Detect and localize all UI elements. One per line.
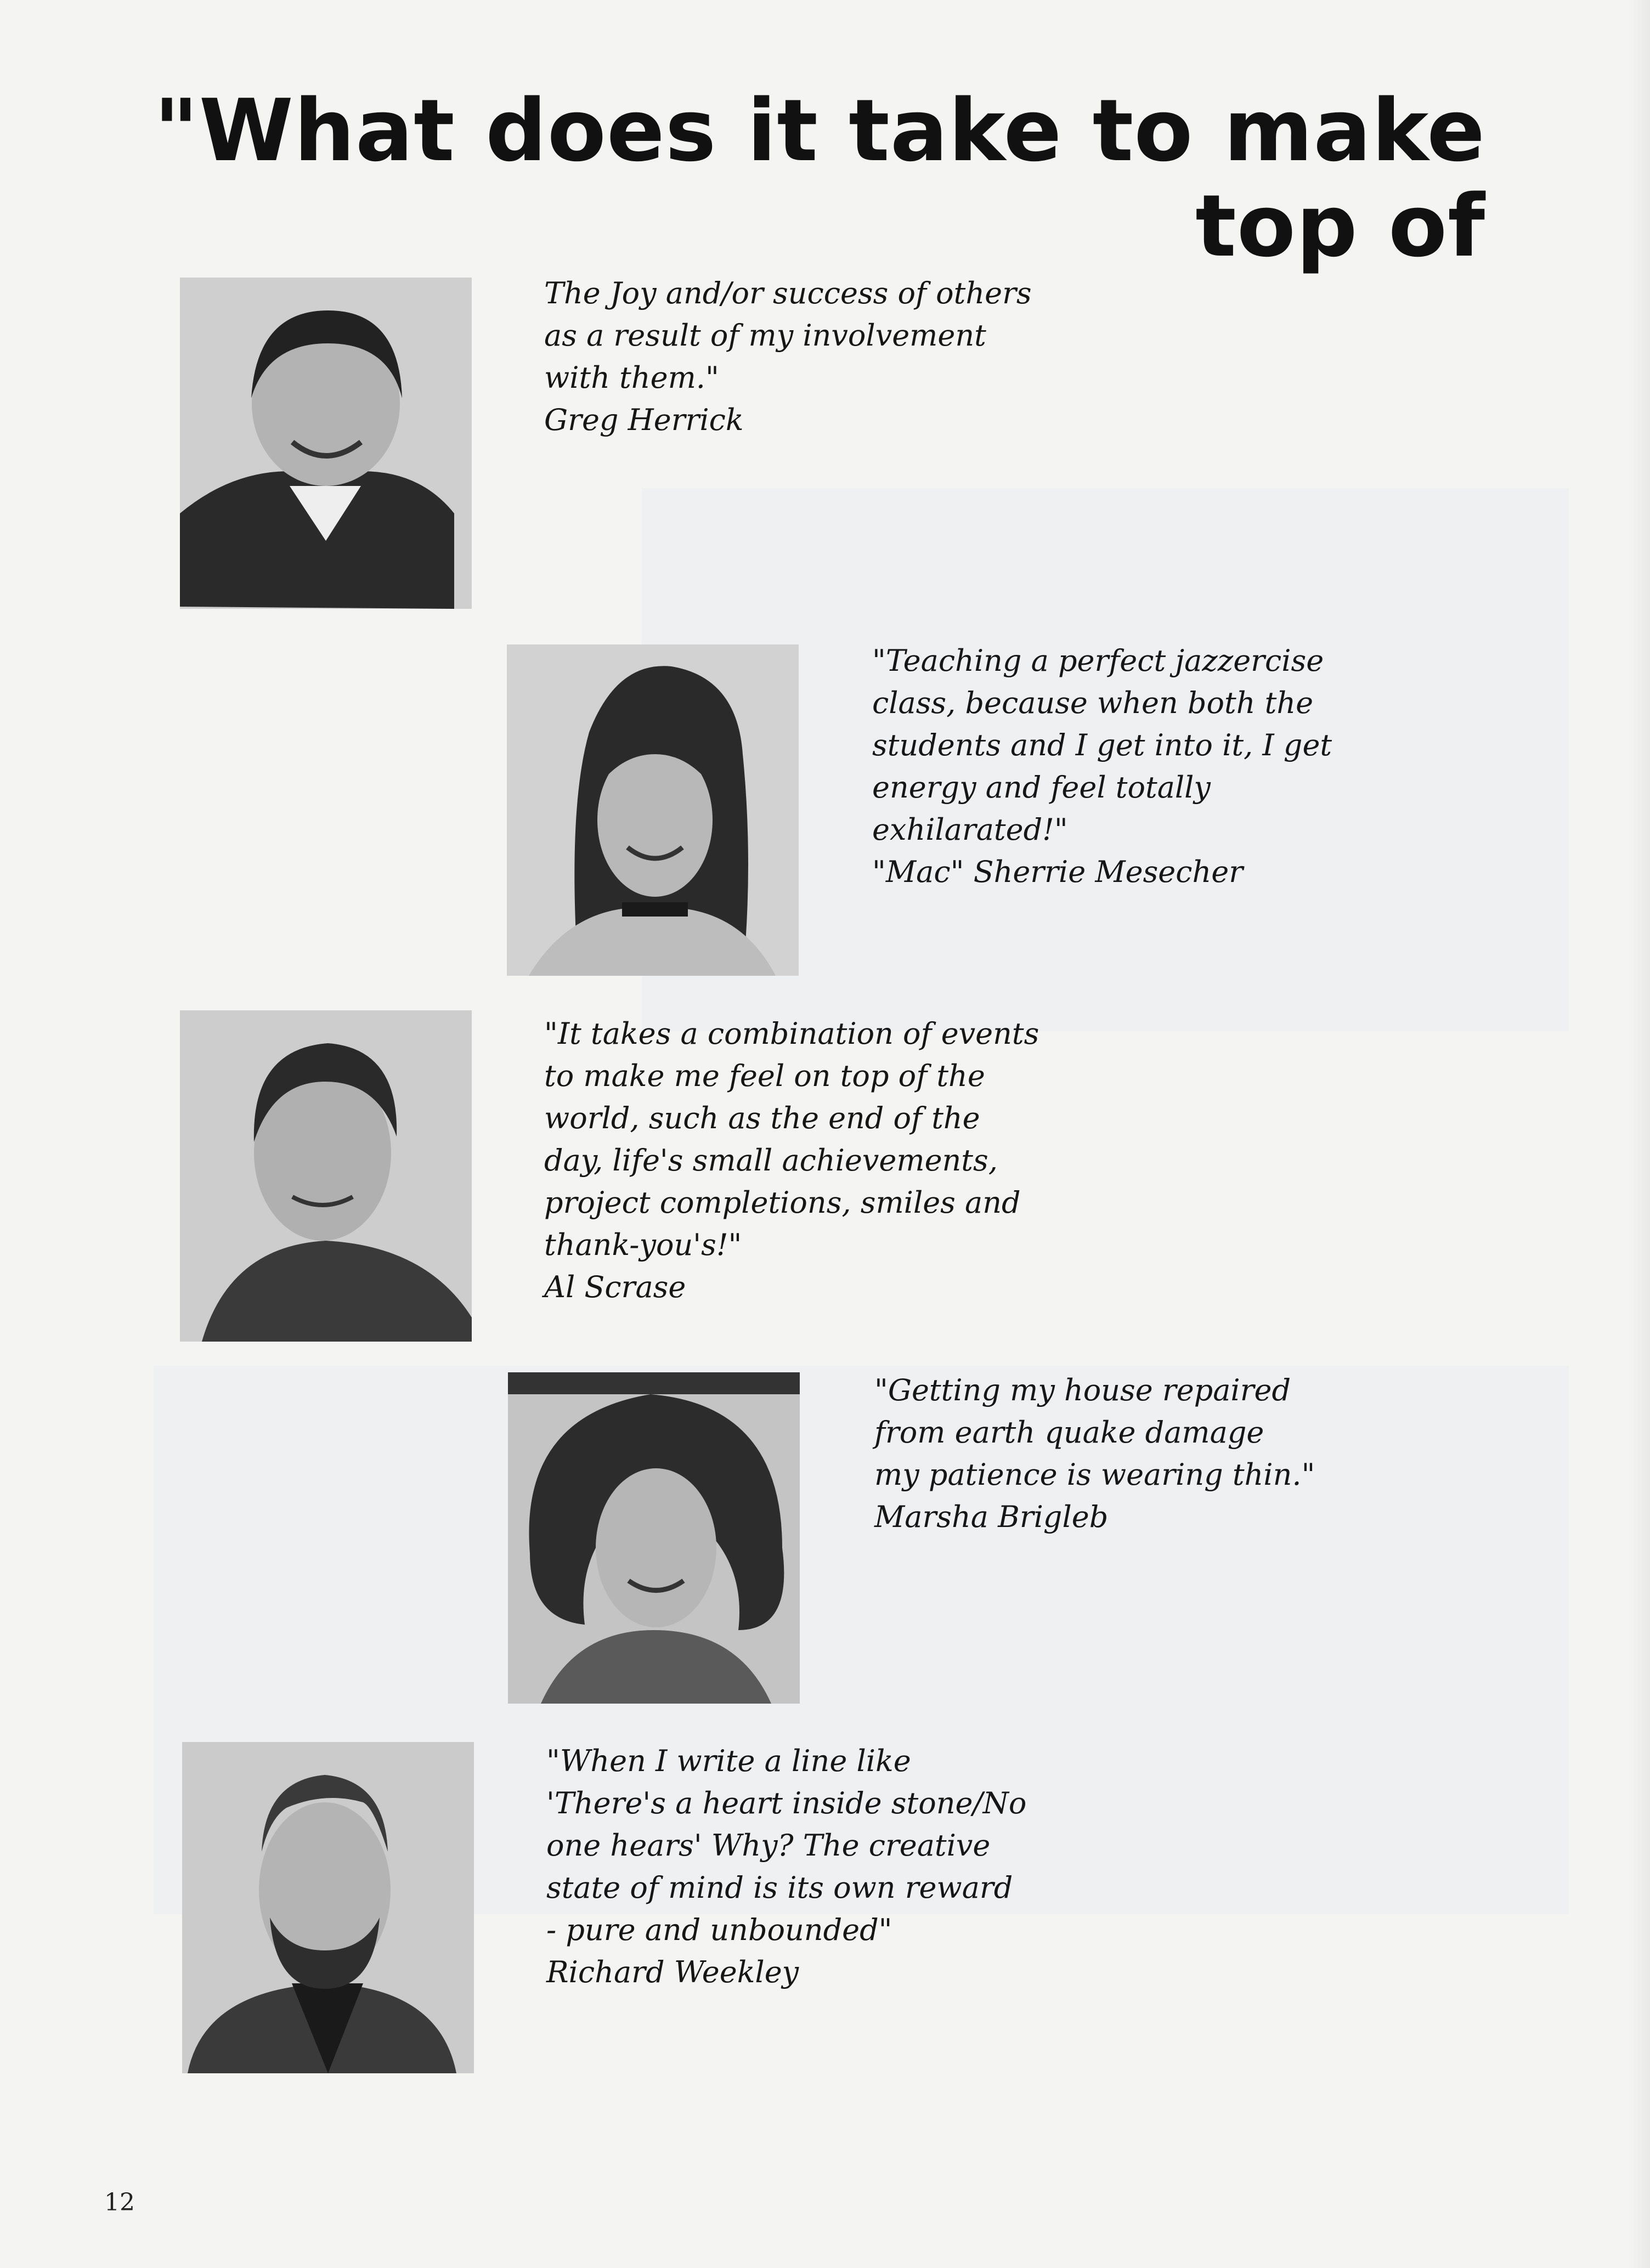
portrait-icon [507, 644, 799, 976]
portrait-photo-greg-herrick [180, 278, 472, 609]
portrait-icon [508, 1372, 800, 1704]
quote-author: Marsha Brigleb [874, 1500, 1109, 1534]
quote-block-al-scrase [544, 1013, 1148, 1308]
quote-author: Al Scrase [544, 1270, 686, 1304]
title-line-1: "What does it take to make [154, 81, 1485, 180]
quote-block-marsha-brigleb [874, 1369, 1478, 1538]
portrait-photo-marsha-brigleb [508, 1372, 800, 1704]
portrait-icon [182, 1742, 474, 2073]
quote-text: "When I write a line like 'There's a heart inside stone/No one hears' Why? The creative state of mind is its own reward - pure and unbounded" [546, 1744, 1027, 1947]
quote-author: Greg Herrick [544, 403, 744, 437]
quote-text: "Getting my house repaired from earth quake damage my patience is wearing thin." [874, 1373, 1315, 1492]
quote-text: "It takes a combination of events to make me feel on top of the world, such as the end of the day, life's small achievements, project completions, smiles and thank-you's!" [544, 1016, 1039, 1262]
page-number: 12 [104, 2188, 135, 2216]
portrait-photo-richard-weekley [182, 1742, 474, 2073]
quote-author: Richard Weekley [546, 1955, 799, 1989]
quote-text: "Teaching a perfect jazzercise class, because when both the students and I get into it, I get energy and feel totally exhilarated!" [872, 643, 1332, 847]
portrait-photo-sherrie-mesecher [507, 644, 799, 976]
quote-text: The Joy and/or success of others as a result of my involvement with them." [544, 276, 1032, 395]
portrait-icon [180, 1010, 472, 1342]
portrait-photo-al-scrase [180, 1010, 472, 1342]
page-title [114, 81, 1485, 276]
quote-block-sherrie-mesecher [872, 640, 1476, 893]
quote-author: "Mac" Sherrie Mesecher [872, 855, 1244, 889]
page-edge [1628, 0, 1650, 2268]
title-line-2: top of [1195, 176, 1485, 276]
portrait-icon [180, 278, 472, 609]
quote-block-richard-weekley [546, 1740, 1150, 1993]
quote-block-greg-herrick [544, 272, 1148, 441]
